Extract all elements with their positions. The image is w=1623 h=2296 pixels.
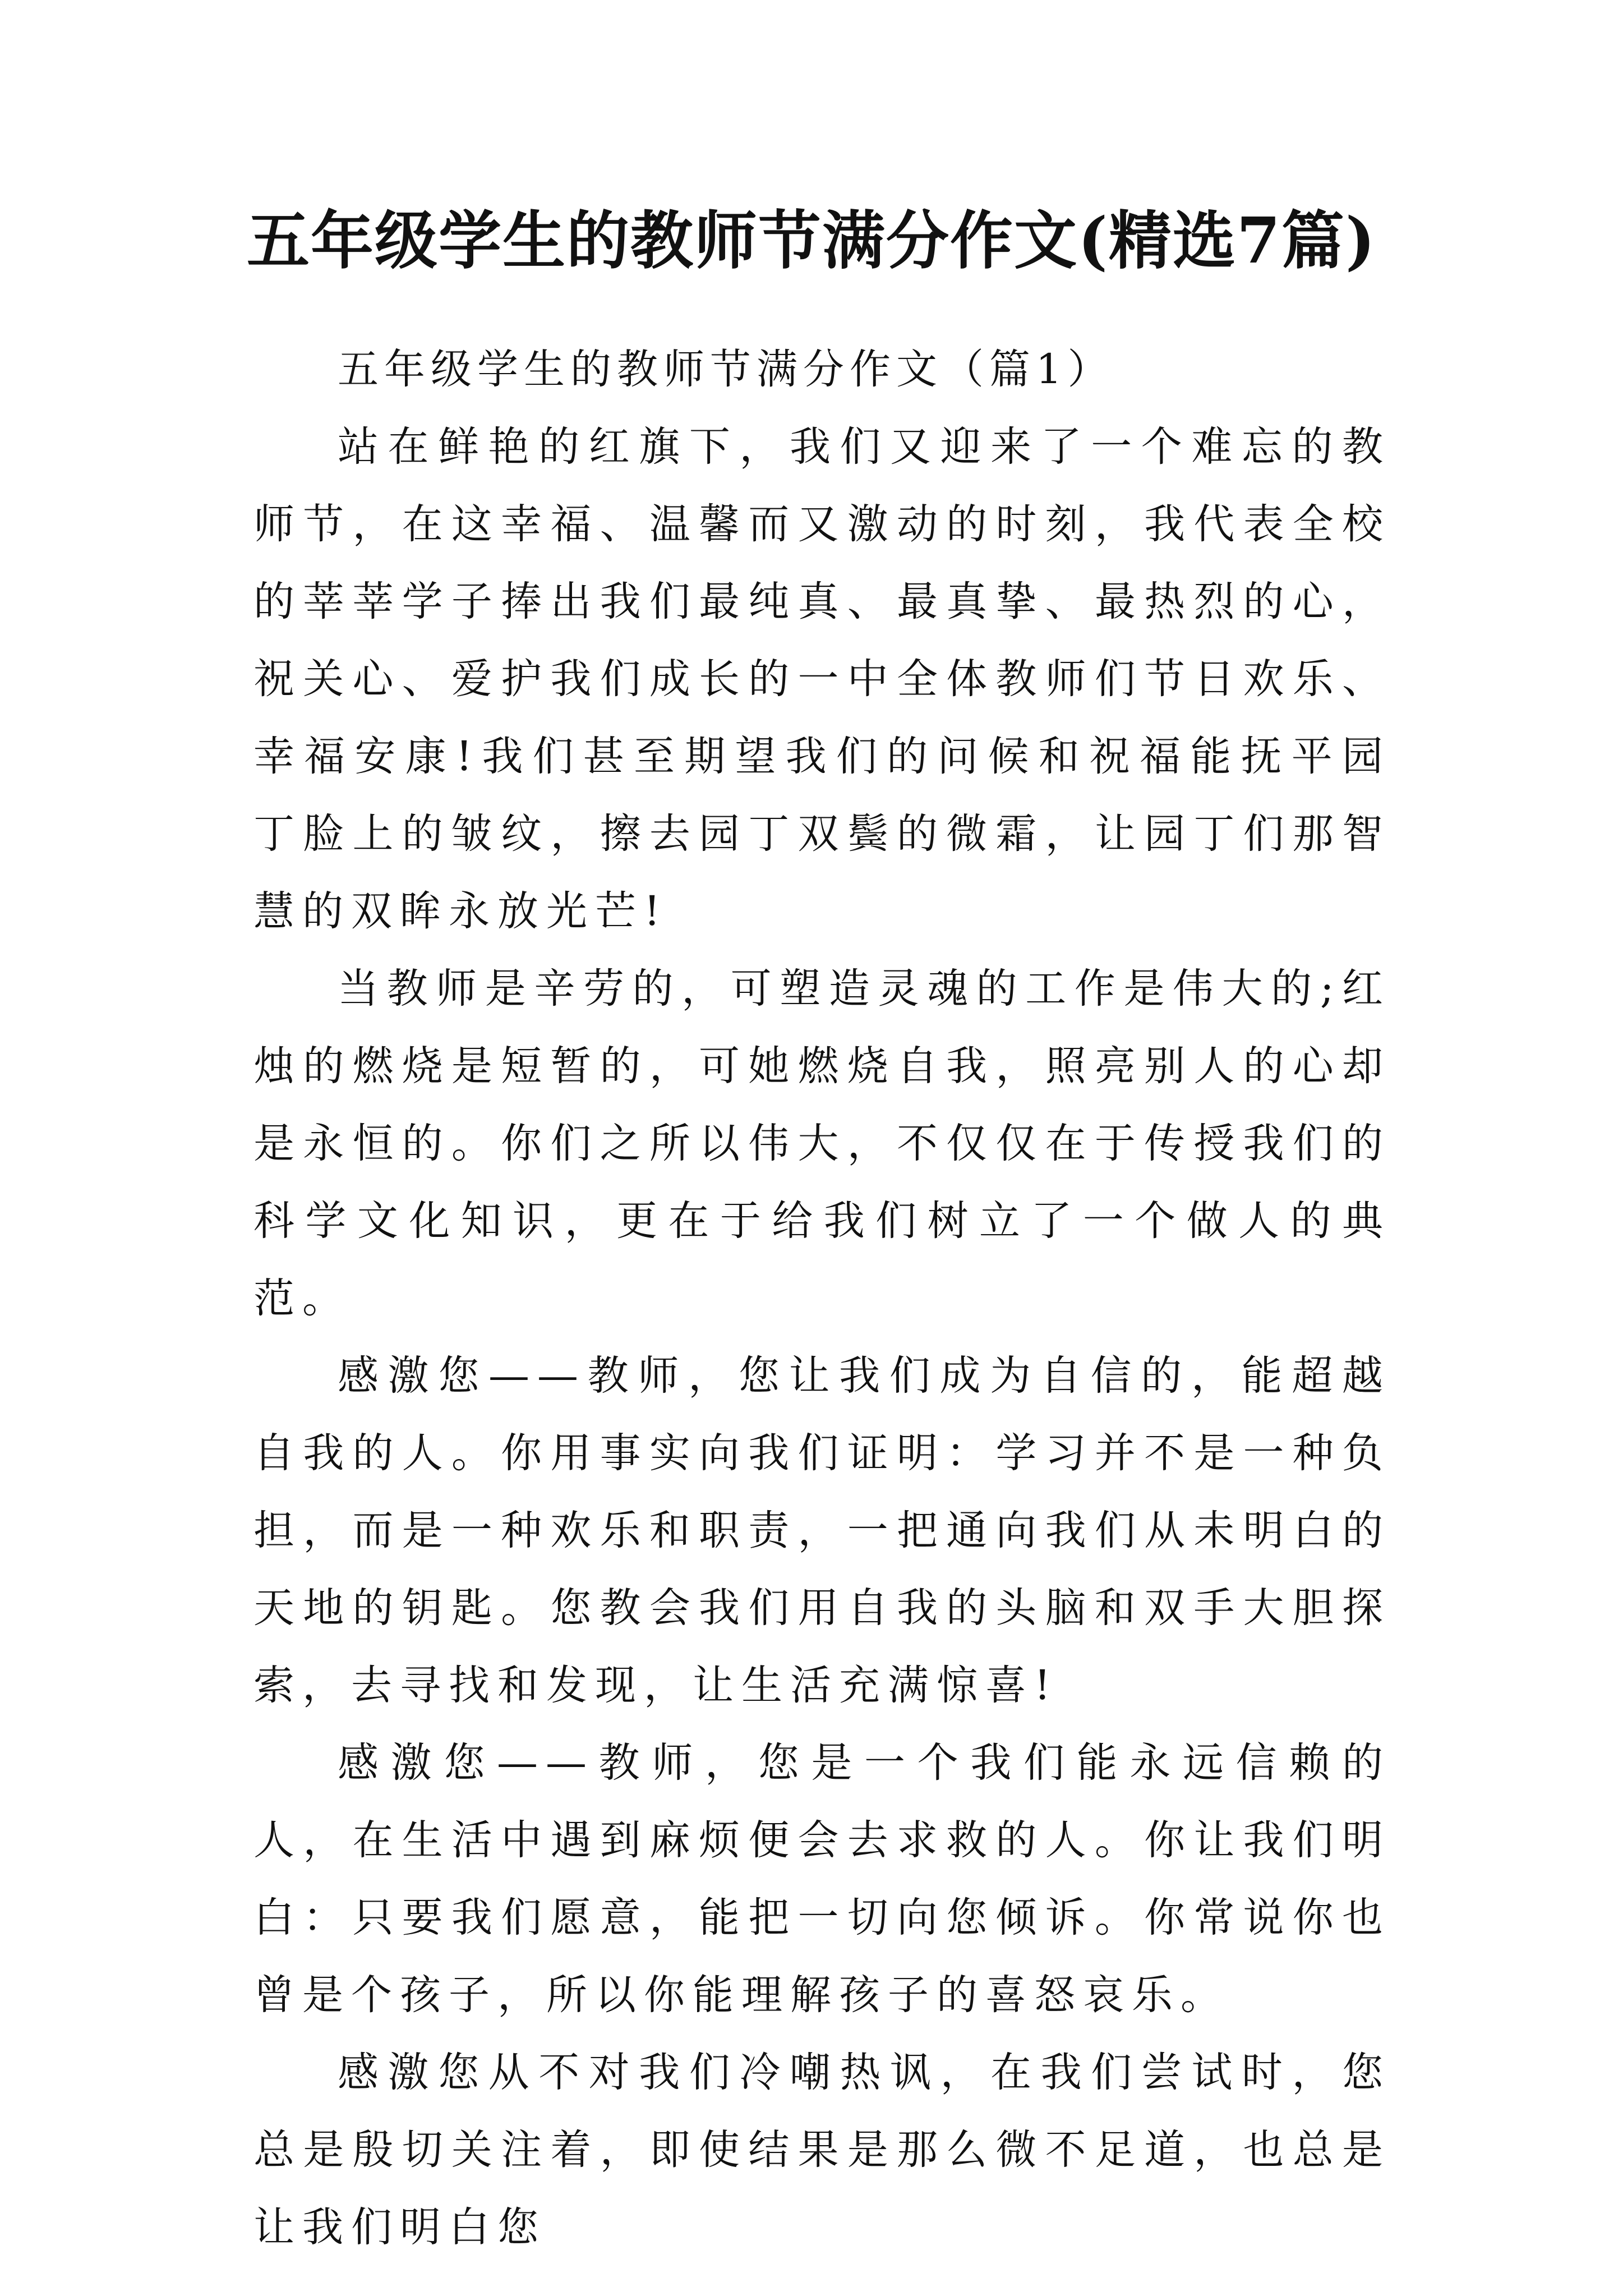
section-heading: 五年级学生的教师节满分作文（篇1） <box>338 346 1114 393</box>
paragraph: 站在鲜艳的红旗下，我们又迎来了一个难忘的教师节，在这幸福、温馨而又激动的时刻，我代表全校的莘莘学子捧出我们最纯真、最真挚、最热烈的心，祝关心、爱护我们成长的一中全体教师们节日欢乐、幸福安康!我们甚至期望我们的问候和祝福能抚平园丁脸上的皱纹，擦去园丁双鬓的微霜，让园丁们那智慧的双眸永放光芒! <box>253 423 1391 935</box>
paragraph: 感激您从不对我们冷嘲热讽，在我们尝试时，您总是殷切关注着，即使结果是那么微不足道，也总是让我们明白您 <box>253 2049 1391 2251</box>
document-body <box>253 331 1391 2266</box>
paragraph: 当教师是辛劳的，可塑造灵魂的工作是伟大的;红烛的燃烧是短暂的，可她燃烧自我，照亮别人的心却是永恒的。你们之所以伟大，不仅仅在于传授我们的科学文化知识，更在于给我们树立了一个做人的典范。 <box>253 965 1391 1322</box>
paragraph: 感激您——教师，您是一个我们能永远信赖的人，在生活中遇到麻烦便会去求救的人。你让我们明白：只要我们愿意，能把一切向您倾诉。你常说你也曾是个孩子，所以你能理解孩子的喜怒哀乐。 <box>253 1739 1391 2019</box>
paragraph: 感激您——教师，您让我们成为自信的，能超越自我的人。你用事实向我们证明：学习并不是一种负担，而是一种欢乐和职责，一把通向我们从未明白的天地的钥匙。您教会我们用自我的头脑和双手大胆探索，去寻找和发现，让生活充满惊喜! <box>253 1352 1391 1709</box>
document-title: 五年级学生的教师节满分作文(精选7篇) <box>247 204 1376 278</box>
